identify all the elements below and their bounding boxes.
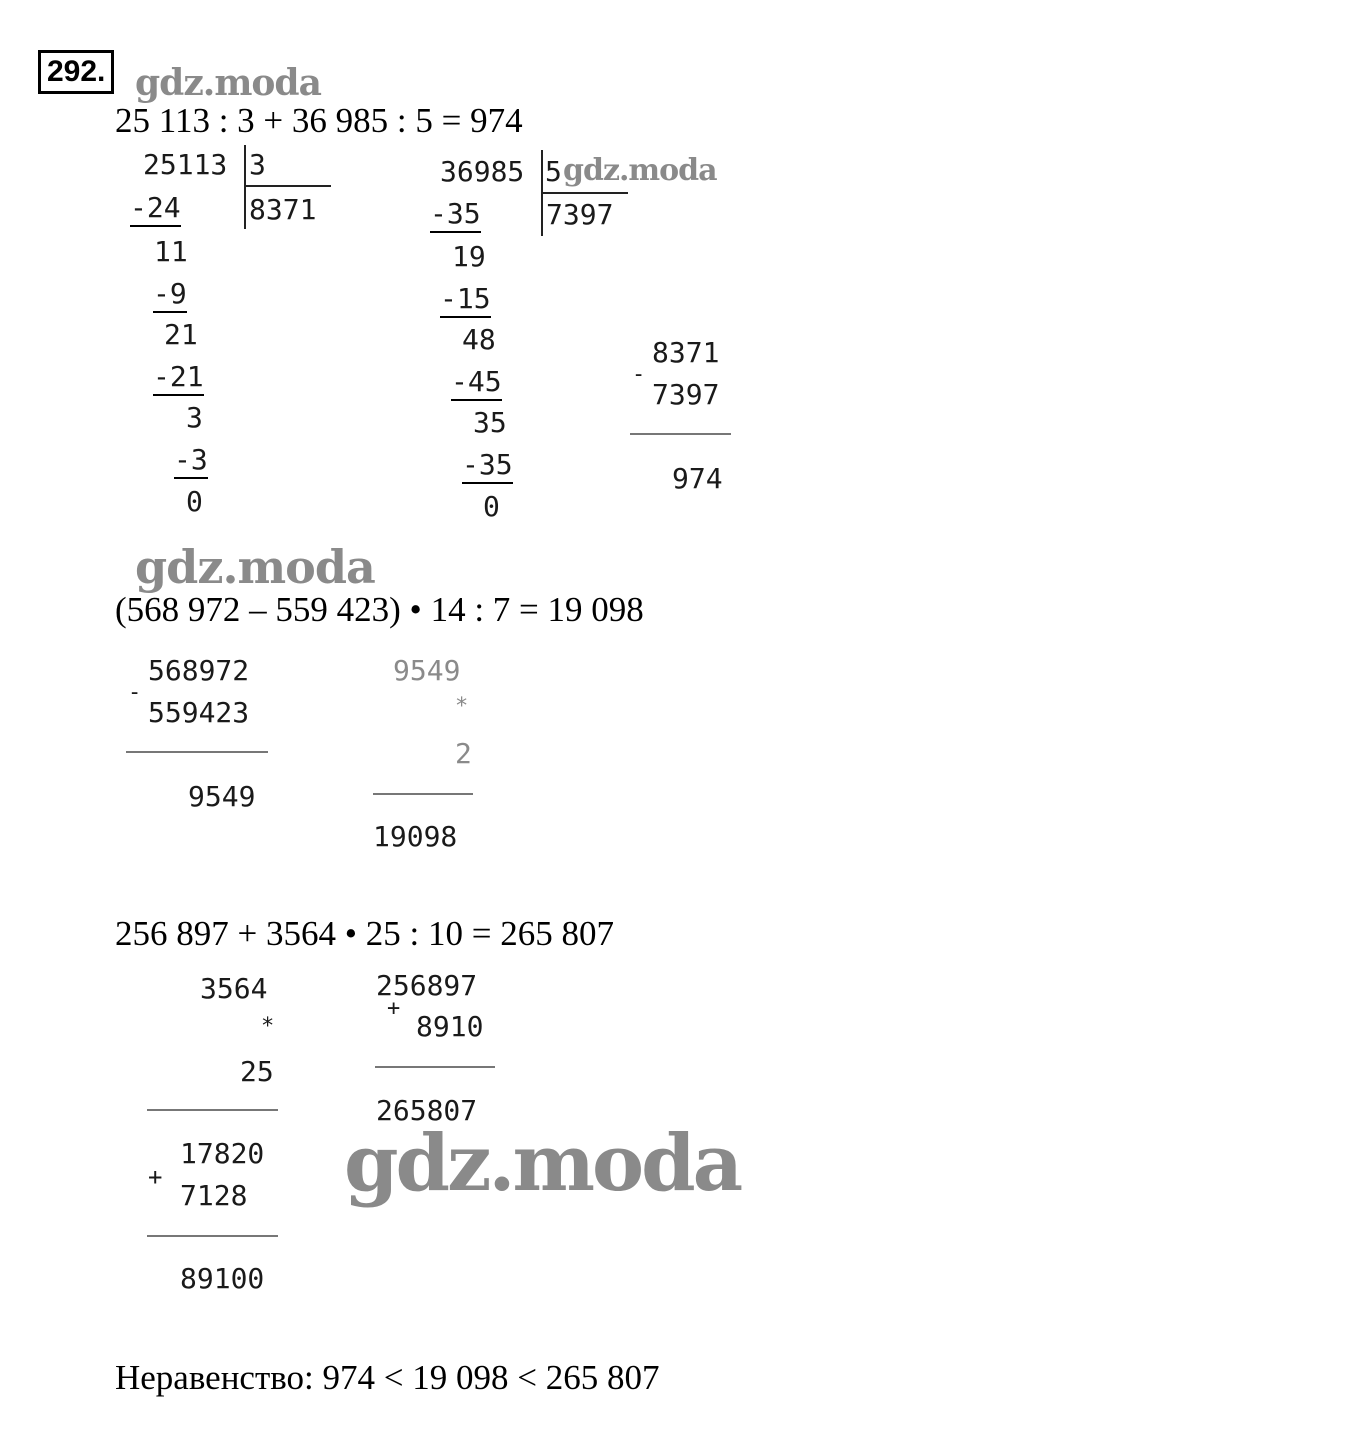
quotient: 7397 bbox=[546, 198, 614, 231]
divisor: 5 bbox=[545, 155, 562, 188]
step: -35 bbox=[430, 197, 481, 233]
step: -45 bbox=[451, 365, 502, 401]
difference: 974 bbox=[672, 462, 723, 495]
step: -21 bbox=[153, 360, 204, 396]
divisor-line bbox=[245, 185, 331, 187]
result-line bbox=[147, 1235, 278, 1237]
step: -9 bbox=[153, 277, 187, 313]
minus-sign: - bbox=[632, 362, 646, 387]
dividend: 25113 bbox=[143, 148, 228, 181]
addend: 8910 bbox=[416, 1010, 484, 1043]
watermark: gdz.moda bbox=[135, 540, 375, 594]
divisor-line bbox=[542, 192, 628, 194]
step: 0 bbox=[186, 485, 203, 518]
watermark: gdz.moda bbox=[563, 153, 717, 188]
result-line bbox=[375, 1066, 495, 1068]
step: -3 bbox=[174, 443, 208, 479]
divisor: 3 bbox=[249, 148, 266, 181]
minus-sign: - bbox=[128, 680, 142, 705]
multiply-sign: * bbox=[455, 694, 469, 719]
multiplicand: 3564 bbox=[200, 972, 268, 1005]
partial-product: 17820 bbox=[180, 1137, 265, 1170]
difference: 9549 bbox=[188, 780, 256, 813]
step: -24 bbox=[130, 191, 181, 227]
step: 0 bbox=[483, 490, 500, 523]
addend: 256897 bbox=[376, 969, 478, 1002]
subtrahend: 559423 bbox=[148, 696, 250, 729]
step: 19 bbox=[452, 240, 486, 273]
step: 21 bbox=[164, 318, 198, 351]
partial-product: 7128 bbox=[180, 1179, 248, 1212]
equation-3: 256 897 + 3564 • 25 : 10 = 265 807 bbox=[115, 914, 614, 953]
multiplier: 25 bbox=[240, 1055, 274, 1088]
conclusion: Неравенство: 974 < 19 098 < 265 807 bbox=[115, 1358, 660, 1397]
product: 89100 bbox=[180, 1262, 265, 1295]
equation-2: (568 972 – 559 423) • 14 : 7 = 19 098 bbox=[115, 590, 644, 629]
step: 3 bbox=[186, 401, 203, 434]
result-line bbox=[373, 793, 473, 795]
partial-line bbox=[147, 1109, 278, 1111]
step: -35 bbox=[462, 448, 513, 484]
multiplier: 2 bbox=[455, 737, 472, 770]
minuend: 8371 bbox=[652, 336, 720, 369]
multiply-sign: * bbox=[261, 1014, 275, 1039]
multiplicand: 9549 bbox=[393, 654, 461, 687]
sum: 265807 bbox=[376, 1094, 478, 1127]
subtrahend: 7397 bbox=[652, 378, 720, 411]
product: 19098 bbox=[373, 820, 458, 853]
minuend: 568972 bbox=[148, 654, 250, 687]
step: 35 bbox=[473, 406, 507, 439]
result-line bbox=[126, 751, 268, 753]
dividend: 36985 bbox=[440, 155, 525, 188]
step: -15 bbox=[440, 282, 491, 318]
watermark: gdz.moda bbox=[344, 1118, 741, 1209]
step: 48 bbox=[462, 323, 496, 356]
plus-sign: + bbox=[148, 1163, 163, 1191]
plus-sign: + bbox=[387, 996, 401, 1021]
quotient: 8371 bbox=[249, 193, 317, 226]
watermark: gdz.moda bbox=[135, 62, 321, 104]
task-number: 292. bbox=[38, 50, 114, 94]
step: 11 bbox=[154, 235, 188, 268]
equation-1: 25 113 : 3 + 36 985 : 5 = 974 bbox=[115, 101, 523, 140]
division-bar bbox=[244, 145, 246, 229]
result-line bbox=[630, 433, 731, 435]
